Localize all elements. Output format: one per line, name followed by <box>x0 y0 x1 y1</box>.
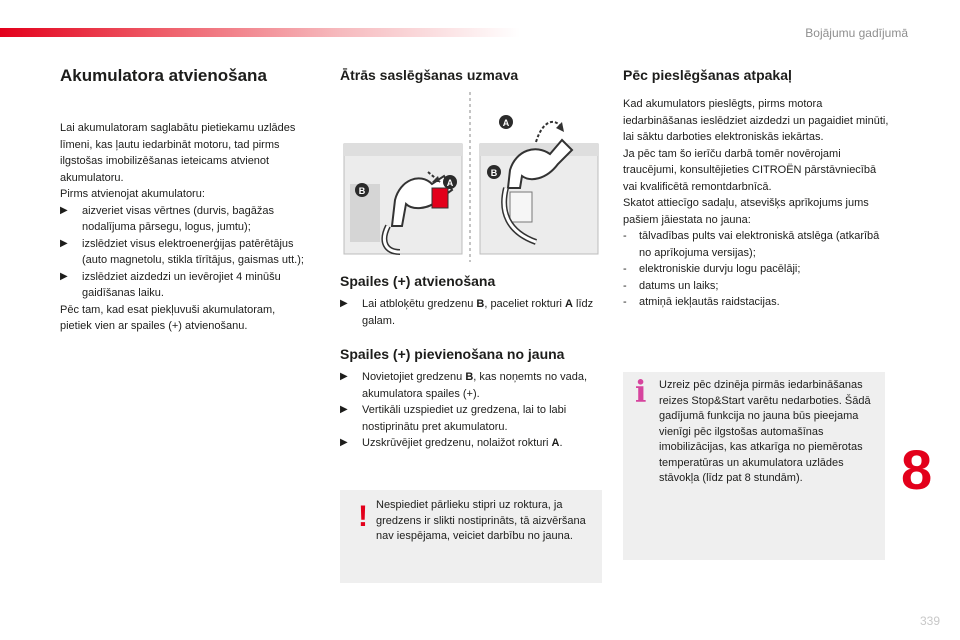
list-item: ▶ Novietojiet gredzenu B, kas noņemts no vada, akumulatora spailes (+). <box>340 369 602 402</box>
list-item: ▶ Uzskrūvējiet gredzenu, nolaižot rokturi A. <box>340 435 602 452</box>
after-paragraph-3: Skatot attiecīgo sadaļu, atsevišķs aprīkojums jums pašiem jāiestata no jauna: <box>623 197 869 226</box>
list-item: ▶ Lai atbloķētu gredzenu B, paceliet rokturi A līdz galam. <box>340 296 602 329</box>
terminal-disconnect-title: Spailes (+) atvienošana <box>340 273 496 289</box>
figure-label-a: A <box>446 178 454 188</box>
figure-label-b: B <box>358 186 366 196</box>
after-reconnect-text <box>623 96 893 311</box>
disconnect-battery-title: Akumulatora atvienošana <box>60 66 267 85</box>
chapter-number: 8 <box>901 438 933 501</box>
warning-icon: ! <box>358 500 368 533</box>
list-item: ▶ Vertikāli uzspiediet uz gredzena, lai to labi nostiprinātu pret akumulatoru. <box>340 402 602 435</box>
bullet-icon: ▶ <box>60 237 68 249</box>
after-paragraph-2: Ja pēc tam šo ierīču darbā tomēr novērojami traucējumi, konsultējieties CITROËN pārstāvniecībā vai kvalificētā remontdarbnīcā. <box>623 147 877 193</box>
section-title: Bojājumu gadījumā <box>805 26 908 40</box>
list-item: - atmiņā iekļautās raidstacijas. <box>623 296 780 308</box>
list-item: - elektroniskie durvju logu pacēlāji; <box>623 263 801 275</box>
terminal-disconnect-text <box>340 296 602 329</box>
header-accent-bar <box>0 28 520 37</box>
info-icon: i <box>635 375 647 410</box>
after-reconnect-title: Pēc pieslēgšanas atpakaļ <box>623 67 792 83</box>
bullet-icon: ▶ <box>60 204 68 216</box>
warning-box <box>340 490 602 583</box>
bullet-icon: ▶ <box>340 371 348 382</box>
list-item: - tālvadības pults vai elektroniskā atslēga (atkarībā no aprīkojuma versijas); <box>623 230 880 259</box>
info-box <box>623 372 885 560</box>
terminal-reconnect-text <box>340 369 602 452</box>
page-number: 339 <box>919 614 940 628</box>
bullet-icon: ▶ <box>340 298 348 309</box>
terminal-reconnect-title: Spailes (+) pievienošana no jauna <box>340 346 565 362</box>
figure-label-a: A <box>502 118 510 128</box>
info-text: Uzreiz pēc dzinēja pirmās iedarbināšanas reizes Stop&Start varētu nedarboties. Šādā gadījumā funkcija no jauna būs pieejama vienīgi pēc ilgstošas automašīnas imobilizācijas, kas atkarīga no piemērotas temperatūras un akumulatora uzlādes stāvokļa (līdz pat 8 stundām). <box>659 379 871 484</box>
warning-text: Nespiediet pārlieku stipri uz roktura, ja gredzens ir slikti nostiprināts, tā aizvēršana nav iespējama, veiciet darbību no jauna. <box>376 499 586 542</box>
intro-lead: Pirms atvienojat akumulatoru: <box>60 188 205 200</box>
bullet-icon: ▶ <box>60 270 68 282</box>
intro-paragraph: Lai akumulatoram saglabātu pietiekamu uzlādes līmeni, kas ļautu iedarbināt motoru, tad pirms ilgstošas imobilizēšanas ieteicams atvienot akumulatoru. <box>60 122 296 184</box>
battery-terminal-illustration <box>340 92 602 262</box>
after-paragraph-1: Kad akumulators pieslēgts, pirms motora iedarbināšanas ieslēdziet aizdedzi un pagaidiet minūti, lai sāktu darboties elektroniskās iekārtas. <box>623 98 889 143</box>
list-item: - datums un laiks; <box>623 279 719 292</box>
list-item: ▶ izslēdziet visus elektroenerģijas patērētājus (auto magnetolu, stikla tīrītājus, gaismas utt.); <box>60 236 310 269</box>
bullet-icon: ▶ <box>340 437 348 448</box>
outro-paragraph: Pēc tam, kad esat piekļuvuši akumulatoram, pietiek vien ar spailes (+) atvienošanu. <box>60 303 276 332</box>
list-item: ▶ aizveriet visas vērtnes (durvis, bagāžas nodalījuma pārsegu, logus, jumtu); <box>60 203 310 236</box>
quick-connector-title: Ātrās saslēgšanas uzmava <box>340 67 519 83</box>
disconnect-battery-text <box>60 120 310 335</box>
figure-label-b: B <box>490 168 498 178</box>
bullet-icon: ▶ <box>340 404 348 415</box>
list-item: ▶ izslēdziet aizdedzi un ievērojiet 4 minūšu gaidīšanas laiku. <box>60 269 310 302</box>
